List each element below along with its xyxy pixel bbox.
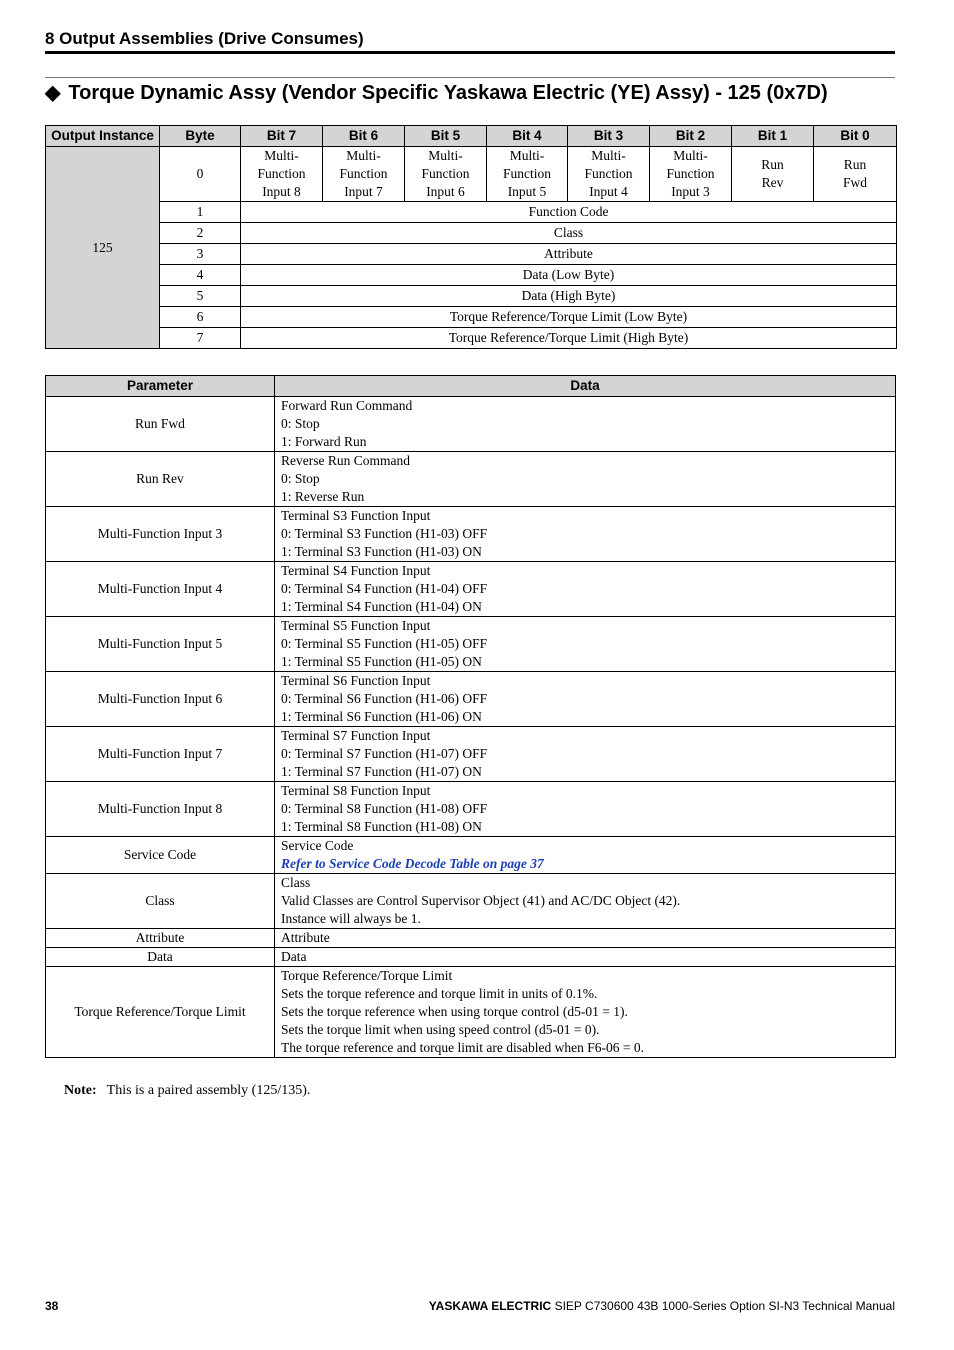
data-line: 1: Forward Run [281,434,367,449]
byte-value-cell: Class [241,223,897,244]
bit-label-line: Multi- [346,148,381,163]
data-cell [275,507,896,562]
data-line: Torque Reference/Torque Limit [281,968,453,983]
data-line: 1: Terminal S8 Function (H1-08) ON [281,819,482,834]
data-cell [275,874,896,929]
bit-label-line: Function [421,166,470,181]
byte-value-cell: Attribute [241,244,897,265]
bit-table-header-row [46,126,897,147]
data-line: Terminal S7 Function Input [281,728,431,743]
parameter-cell: Multi-Function Input 4 [46,562,275,617]
parameter-table [45,375,896,1058]
data-line: Instance will always be 1. [281,911,421,926]
bit-label-line: Input 6 [426,184,465,199]
data-line: Terminal S5 Function Input [281,618,431,633]
column-header: Bit 3 [568,126,650,147]
note [64,1082,310,1100]
bit-cell [487,147,568,202]
cross-reference-link[interactable]: Refer to Service Code Decode Table on page 37 [281,856,544,871]
data-cell [275,562,896,617]
column-header: Parameter [46,376,275,397]
table-row [46,147,897,202]
parameter-cell: Run Rev [46,452,275,507]
bit-label-line: Multi- [509,148,545,163]
footer-title [429,1299,895,1313]
bit-label-line: Input 5 [507,184,547,199]
section-header-text: 8 Output Assemblies (Drive Consumes) [45,29,364,48]
parameter-cell: Class [46,874,275,929]
table-row [46,286,897,307]
data-cell [275,727,896,782]
data-line: 0: Stop [281,471,320,486]
column-header: Bit 7 [241,126,323,147]
bit-label-line: Input 3 [671,184,710,199]
table-row [46,727,896,782]
data-line: Data [281,949,307,964]
column-header: Bit 5 [405,126,487,147]
table-row [46,328,897,349]
data-cell [275,397,896,452]
data-line: Terminal S8 Function Input [281,783,431,798]
table-row [46,223,897,244]
table-row [46,837,896,874]
data-line: Terminal S3 Function Input [281,508,431,523]
data-line: 1: Terminal S7 Function (H1-07) ON [281,764,482,779]
data-line: Sets the torque reference and torque limit in units of 0.1%. [281,986,598,1001]
data-line: Terminal S6 Function Input [281,673,431,688]
bit-table [45,125,897,349]
bit-label-line: Input 4 [589,184,628,199]
parameter-cell: Data [46,948,275,967]
byte-cell: 5 [160,286,241,307]
data-line: 0: Terminal S3 Function (H1-03) OFF [281,526,488,541]
param-table-header-row [46,376,896,397]
data-line: Valid Classes are Control Supervisor Object (41) and AC/DC Object (42). [281,893,681,908]
bit-label-line: Input 8 [262,184,301,199]
table-row [46,307,897,328]
table-row [46,948,896,967]
bit-label-line: Function [339,166,388,181]
bit-cell [241,147,323,202]
bit-label-line: Rev [761,175,784,190]
data-line: Service Code [281,838,354,853]
bit-label-line: Multi- [264,148,299,163]
page-number: 38 [45,1299,59,1313]
table-row [46,202,897,223]
data-line: Attribute [281,930,330,945]
bit-label-line: Function [584,166,633,181]
page-title-text: Torque Dynamic Assy (Vendor Specific Yaskawa Electric (YE) Assy) - 125 (0x7D) [68,82,828,104]
parameter-cell: Multi-Function Input 7 [46,727,275,782]
column-header: Byte [160,126,241,147]
diamond-icon: ◆ [45,82,61,104]
byte-value-cell: Data (High Byte) [241,286,897,307]
data-cell [275,452,896,507]
byte-cell: 4 [160,265,241,286]
byte-value-cell: Torque Reference/Torque Limit (Low Byte) [241,307,897,328]
column-header: Bit 2 [650,126,732,147]
table-row [46,672,896,727]
data-cell [275,967,896,1058]
data-line: 1: Terminal S5 Function (H1-05) ON [281,654,482,669]
data-line: Class [281,875,311,890]
bit-cell [323,147,405,202]
data-line: 0: Terminal S8 Function (H1-08) OFF [281,801,488,816]
column-header: Bit 4 [487,126,568,147]
data-line: The torque reference and torque limit are disabled when F6-06 = 0. [281,1040,644,1055]
table-row [46,397,896,452]
footer-brand: YASKAWA ELECTRIC [428,1299,552,1313]
note-text: This is a paired assembly (125/135). [106,1083,311,1098]
column-header: Bit 1 [732,126,814,147]
parameter-cell: Multi-Function Input 8 [46,782,275,837]
table-row [46,967,896,1058]
byte-cell: 6 [160,307,241,328]
data-line: 1: Reverse Run [281,489,365,504]
table-row [46,562,896,617]
data-line: Sets the torque reference when using torque control (d5-01 = 1). [281,1004,628,1019]
section-header [45,29,895,54]
byte-cell: 1 [160,202,241,223]
data-cell [275,782,896,837]
byte-value-cell: Torque Reference/Torque Limit (High Byte) [241,328,897,349]
bit-cell [814,147,897,202]
table-row [46,244,897,265]
parameter-cell: Service Code [46,837,275,874]
data-line: Reverse Run Command [281,453,410,468]
table-row [46,617,896,672]
table-row [46,507,896,562]
bit-cell [732,147,814,202]
table-row [46,265,897,286]
data-cell [275,837,896,874]
parameter-cell: Run Fwd [46,397,275,452]
table-row [46,782,896,837]
column-header: Output Instance [46,126,160,147]
bit-label-line: Multi- [591,148,626,163]
byte-cell: 0 [160,147,241,202]
column-header: Bit 0 [814,126,897,147]
note-label: Note: [64,1083,97,1098]
data-cell [275,617,896,672]
data-line: Sets the torque limit when using speed control (d5-01 = 0). [281,1022,600,1037]
table-row [46,874,896,929]
parameter-cell: Multi-Function Input 3 [46,507,275,562]
table-row [46,452,896,507]
column-header: Bit 6 [323,126,405,147]
instance-cell: 125 [46,147,160,349]
bit-label-line: Run [761,157,784,172]
column-header: Data [275,376,896,397]
bit-label-line: Function [502,166,551,181]
bit-label-line: Multi- [428,148,463,163]
bit-cell [568,147,650,202]
data-line: 1: Terminal S3 Function (H1-03) ON [281,544,482,559]
data-line: 1: Terminal S6 Function (H1-06) ON [281,709,482,724]
byte-cell: 3 [160,244,241,265]
data-cell [275,948,896,967]
data-line: 1: Terminal S4 Function (H1-04) ON [281,599,482,614]
bit-label-line: Fwd [842,175,867,190]
bit-cell [650,147,732,202]
data-cell [275,672,896,727]
title-rule [45,77,895,78]
byte-value-cell: Function Code [241,202,897,223]
data-line: 0: Terminal S7 Function (H1-07) OFF [281,746,488,761]
bit-label-line: Input 7 [344,184,383,199]
parameter-cell: Attribute [46,929,275,948]
data-line: Terminal S4 Function Input [281,563,431,578]
data-cell [275,929,896,948]
bit-label-line: Run [843,157,867,172]
footer-doc: SIEP C730600 43B 1000-Series Option SI-N3 Technical Manual [554,1299,895,1313]
data-line: Forward Run Command [281,398,413,413]
data-line: 0: Terminal S6 Function (H1-06) OFF [281,691,488,706]
bit-label-line: Function [666,166,715,181]
table-row [46,929,896,948]
data-line: 0: Stop [281,416,320,431]
byte-cell: 2 [160,223,241,244]
byte-value-cell: Data (Low Byte) [241,265,897,286]
page-title [45,80,905,106]
parameter-cell: Torque Reference/Torque Limit [46,967,275,1058]
parameter-cell: Multi-Function Input 6 [46,672,275,727]
byte-cell: 7 [160,328,241,349]
data-line: 0: Terminal S4 Function (H1-04) OFF [281,581,488,596]
bit-cell [405,147,487,202]
bit-label-line: Function [257,166,306,181]
bit-label-line: Multi- [673,148,708,163]
data-line: 0: Terminal S5 Function (H1-05) OFF [281,636,488,651]
parameter-cell: Multi-Function Input 5 [46,617,275,672]
